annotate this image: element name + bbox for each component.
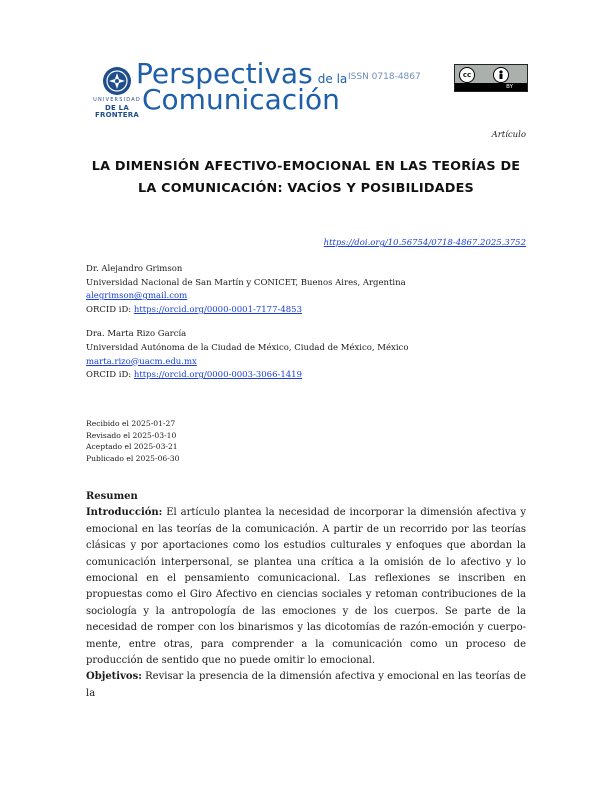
date-published: Publicado el 2025-06-30 — [86, 453, 180, 463]
university-name-line2: DE LA FRONTERA — [95, 104, 139, 119]
author-block — [86, 328, 526, 382]
article-type: Artículo — [491, 130, 526, 140]
abstract-introduction — [86, 505, 526, 669]
introduction-text: El artículo plantea la necesidad de incorporar la dimensión afectiva y emocional en las teorías de la comunicación. A partir de un recorrido por las teorías clásicas y por aportaciones como los estudios culturales y enfoques que abordan la comunicación interpersonal, se plantea una crítica a la omisión de lo afectivo y lo emocional en el pensamiento comunicacional. Las reflexiones se inscriben en propuestas como el Giro Afectivo en ciencias sociales y retoman contribuciones de la sociología y la antropología de las emociones y de los cuerpos. Se parte de la necesidad de romper con los binarismos y las dicotomías de razón-emoción y cuerpo-mente, entre otras, para comprender a la comunicación como un proceso de producción de sentido que no puede omitir lo emocional. — [86, 507, 526, 667]
orcid-label: ORCID iD: — [86, 304, 134, 315]
cc-by-icon[interactable] — [454, 64, 528, 92]
abstract-objectives — [86, 669, 526, 702]
author-email-link[interactable]: marta.rizo@uacm.edu.mx — [86, 356, 197, 367]
date-accepted: Aceptado el 2025-03-21 — [86, 442, 178, 451]
issn: ISSN 0718-4867 — [348, 72, 421, 82]
publication-dates — [86, 418, 179, 464]
author-block — [86, 263, 526, 317]
journal-name-word2: de la — [317, 72, 348, 86]
university-emblem-icon — [102, 66, 132, 96]
journal-logo — [136, 57, 348, 116]
doi-link[interactable]: https://doi.org/10.56754/0718-4867.2025.3752 — [323, 238, 526, 248]
author-affiliation: Universidad Autónoma de la Ciudad de México, Ciudad de México, México — [86, 342, 409, 353]
author-email-link[interactable]: alegrimson@gmail.com — [86, 291, 188, 302]
university-name-line1: UNIVERSIDAD — [93, 97, 141, 103]
authors — [86, 263, 526, 394]
abstract-heading: Resumen — [86, 491, 138, 502]
cc-by-label: BY — [506, 84, 513, 90]
attribution-person-icon — [493, 67, 509, 83]
orcid-link[interactable]: https://orcid.org/0000-0001-7177-4853 — [133, 304, 302, 315]
journal-name-word3: Comunicación — [142, 83, 340, 116]
author-affiliation: Universidad Nacional de San Martín y CONICET, Buenos Aires, Argentina — [86, 277, 406, 288]
author-name: Dra. Marta Rizo García — [86, 329, 187, 340]
cc-label: cc — [459, 67, 475, 83]
introduction-label: Introducción: — [86, 507, 163, 519]
date-received: Recibido el 2025-01-27 — [86, 419, 176, 428]
objectives-text: Revisar la presencia de la dimensión afectiva y emocional en las teorías de la — [86, 671, 526, 699]
date-revised: Revisado el 2025-03-10 — [86, 430, 177, 440]
orcid-link[interactable]: https://orcid.org/0000-0003-3066-1419 — [133, 370, 302, 381]
objectives-label: Objetivos: — [86, 671, 142, 683]
article-title: LA DIMENSIÓN AFECTIVO-EMOCIONAL EN LAS TEORÍAS DE LA COMUNICACIÓN: VACÍOS Y POSIBILIDADES — [91, 159, 521, 196]
orcid-label: ORCID iD: — [86, 370, 134, 381]
abstract — [86, 489, 526, 702]
author-name: Dr. Alejandro Grimson — [86, 264, 183, 274]
journal-name-word1: Perspectivas — [136, 57, 313, 90]
